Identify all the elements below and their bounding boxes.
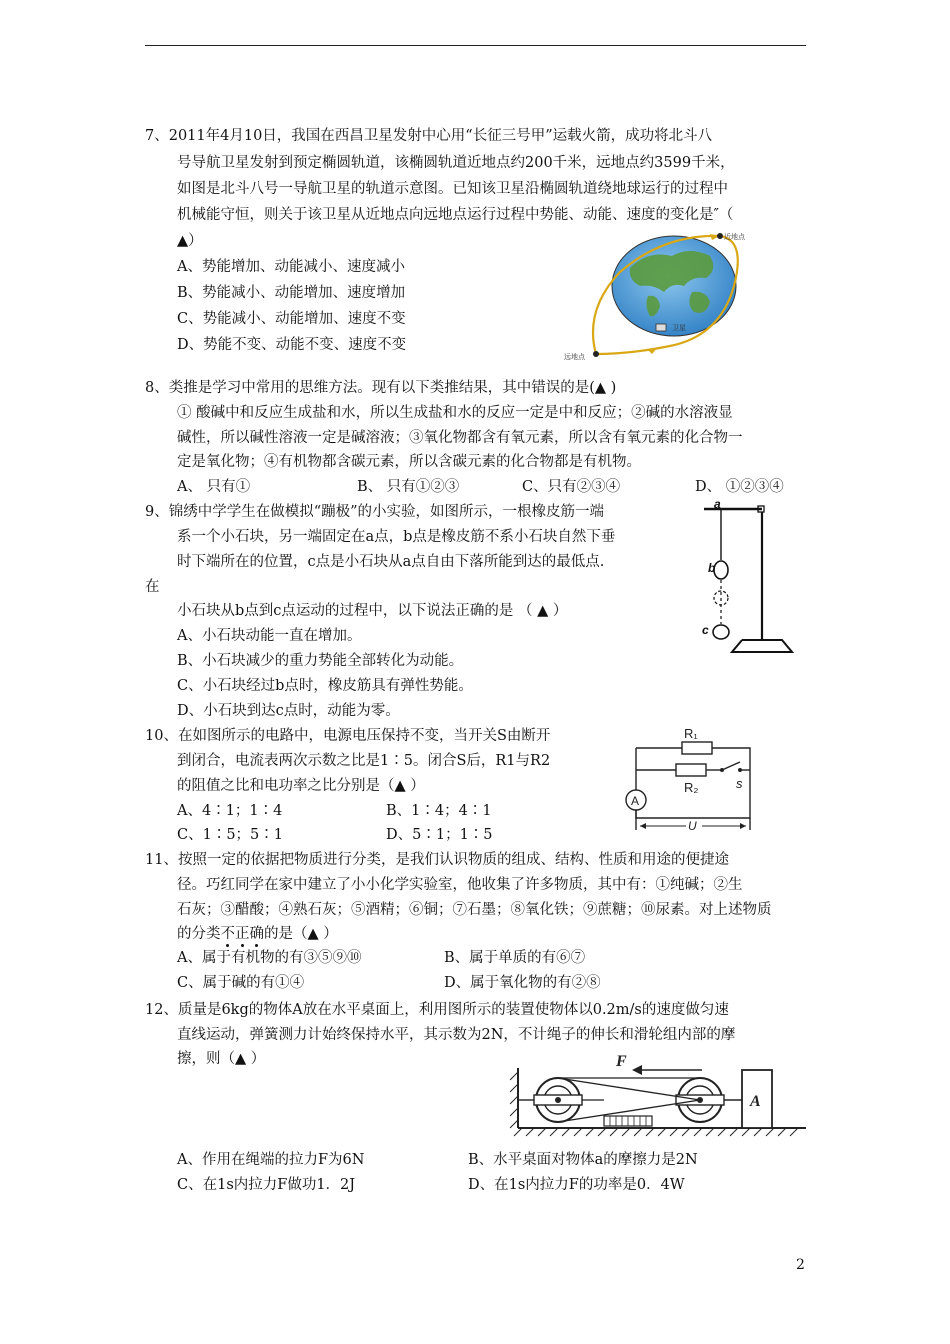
q8-option-d: D、 ①②③④	[695, 479, 784, 495]
q11-line-4-pre: 的分类	[177, 926, 221, 942]
voltage-label: U	[688, 819, 697, 833]
q12-line-2: 直线运动，弹簧测力计始终保持水平，其示数为2N，不计绳子的伸长和滑轮组内部的摩	[177, 1027, 736, 1043]
q11-option-b: B、属于单质的有⑥⑦	[444, 950, 586, 966]
q7-line-1: 7、2011年4月10日，我国在西昌卫星发射中心用“长征三号甲”运载火箭，成功将北斗八	[145, 128, 713, 144]
satellite-label: 卫星	[672, 325, 686, 332]
earth-icon	[612, 236, 736, 336]
q12-option-b: B、水平桌面对物体a的摩擦力是2N	[468, 1152, 698, 1168]
q12-option-c: C、在1s内拉力F做功1．2J	[177, 1177, 356, 1193]
point-c-label: c	[702, 623, 709, 637]
stone-at-c-icon	[713, 625, 729, 639]
emphasis-char: 正	[235, 926, 250, 942]
q7-option-c: C、势能减小、动能增加、速度不变	[177, 311, 406, 327]
q12-line-3: 擦，则（▲ ）	[177, 1051, 266, 1067]
q8-line-2: ① 酸碱中和反应生成盐和水，所以生成盐和水的反应一定是中和反应；②碱的水溶液显	[177, 405, 733, 421]
q11-option-c: C、属于碱的有①④	[177, 975, 305, 991]
stand-base	[732, 640, 792, 652]
near-point-label: 近地点	[724, 234, 745, 241]
bungee-stand-figure	[696, 500, 796, 660]
page-number: 2	[796, 1257, 805, 1273]
r1-label: R₁	[684, 726, 698, 741]
q7-line-2: 号导航卫星发射到预定椭圆轨道，该椭圆轨道近地点约200千米，远地点约3599千米，	[177, 155, 735, 171]
q11-line-3: 石灰；③醋酸；④熟石灰；⑤酒精；⑥铜；⑦石墨；⑧氧化铁；⑨蔗糖；⑩尿素。对上述物质	[177, 902, 772, 918]
q11-option-d: D、属于氧化物的有②⑧	[444, 975, 601, 991]
q10-line-2: 到闭合，电流表两次示数之比是1∶5。闭合S后，R1与R2	[177, 753, 551, 769]
near-point-dot	[717, 233, 723, 239]
q11-emphasis	[221, 926, 265, 942]
switch-label: s	[736, 776, 743, 791]
q8-line-1: 8、类推是学习中常用的思维方法。现有以下类推结果，其中错误的是(▲ )	[145, 380, 617, 396]
circuit-figure	[618, 726, 778, 838]
q11-line-1: 11、按照一定的依据把物质进行分类，是我们认识物质的组成、结构、性质和用途的便捷途	[145, 852, 729, 868]
q7-line-3: 如图是北斗八号一导航卫星的轨道示意图。已知该卫星沿椭圆轨道绕地球运行的过程中	[177, 181, 728, 197]
q10-option-c: C、1∶5；5∶1	[177, 827, 283, 843]
q9-line-4: 在	[145, 579, 160, 595]
q9-line-2: 系一个小石块，另一端固定在a点，b点是橡皮筋不系小石块自然下垂	[177, 529, 616, 545]
r2-label: R₂	[684, 780, 699, 795]
satellite-icon	[656, 324, 666, 331]
q10-option-a: A、4∶1；1∶4	[177, 803, 283, 819]
point-b-label: b	[708, 561, 716, 575]
r1-resistor	[682, 742, 712, 754]
q12-option-a: A、作用在绳端的拉力F为6N	[177, 1152, 365, 1168]
satellite-orbit-figure	[560, 226, 760, 361]
q7-option-a: A、势能增加、动能减小、速度减小	[177, 259, 405, 275]
header-rule	[145, 45, 806, 46]
q9-option-d: D、小石块到达c点时，动能为零。	[177, 703, 400, 719]
q7-option-b: B、势能减小、动能增加、速度增加	[177, 285, 406, 301]
q8-line-4: 定是氧化物；④有机物都含碳元素，所以含碳元素的化合物都是有机物。	[177, 454, 641, 470]
q11-line-2: 径。巧红同学在家中建立了小小化学实验室，他收集了许多物质，其中有：①纯碱；②生	[177, 877, 743, 893]
q12-line-1: 12、质量是6kg的物体A放在水平桌面上，利用图所示的装置使物体以0.2m/s的速度做匀速	[145, 1002, 729, 1018]
stone-at-b-icon	[714, 561, 728, 579]
q9-option-a: A、小石块动能一直在增加。	[177, 628, 362, 644]
q9-line-3: 时下端所在的位置，c点是小石块从a点自由下落所能到达的最低点.	[177, 554, 605, 570]
q10-line-1: 10、在如图所示的电路中，电源电压保持不变，当开关S由断开	[145, 728, 551, 744]
q10-line-3: 的阻值之比和电功率之比分别是（▲ ）	[177, 778, 425, 794]
ammeter-label: A	[631, 794, 640, 808]
q8-option-c: C、只有②③④	[522, 479, 621, 495]
force-label: F	[616, 1053, 627, 1070]
q7-line-4: 机械能守恒，则关于该卫星从近地点向远地点运行过程中势能、动能、速度的变化是″（	[177, 207, 734, 223]
far-point-dot	[593, 351, 599, 357]
q11-line-4	[177, 924, 338, 944]
pulley-figure	[500, 1052, 810, 1138]
emphasis-char: 确	[249, 926, 264, 942]
point-a-label: a	[714, 500, 721, 511]
q7-option-d: D、势能不变、动能不变、速度不变	[177, 337, 407, 353]
q9-line-1: 9、锦绣中学学生在做模拟“蹦极”的小实验，如图所示，一根橡皮筋一端	[145, 504, 605, 520]
q10-option-d: D、5∶1；1∶5	[386, 827, 493, 843]
force-arrowhead-icon	[632, 1065, 642, 1075]
q8-option-a: A、 只有①	[177, 479, 251, 495]
q7-line-5: ▲）	[177, 233, 203, 249]
q8-line-3: 碱性，所以碱性溶液一定是碱溶液；③氧化物都含有氧元素，所以含有氧元素的化合物一	[177, 430, 743, 446]
q9-option-c: C、小石块经过b点时，橡皮筋具有弹性势能。	[177, 678, 473, 694]
q8-option-b: B、 只有①②③	[357, 479, 460, 495]
switch-s	[722, 762, 740, 770]
r2-resistor	[676, 764, 706, 776]
block-a-label: A	[750, 1093, 761, 1110]
q9-option-b: B、小石块减少的重力势能全部转化为动能。	[177, 653, 464, 669]
q9-line-5: 小石块从b点到c点运动的过程中，以下说法正确的是 （ ▲ ）	[177, 603, 568, 619]
q11-line-4-post: 的是（▲ ）	[264, 926, 338, 942]
q12-option-d: D、在1s内拉力F的功率是0．4W	[468, 1177, 685, 1193]
emphasis-char: 不	[220, 926, 235, 942]
q11-option-a: A、属于有机物的有③⑤⑨⑩	[177, 950, 362, 966]
far-point-label: 远地点	[564, 354, 585, 361]
q10-option-b: B、1∶4；4∶1	[386, 803, 492, 819]
